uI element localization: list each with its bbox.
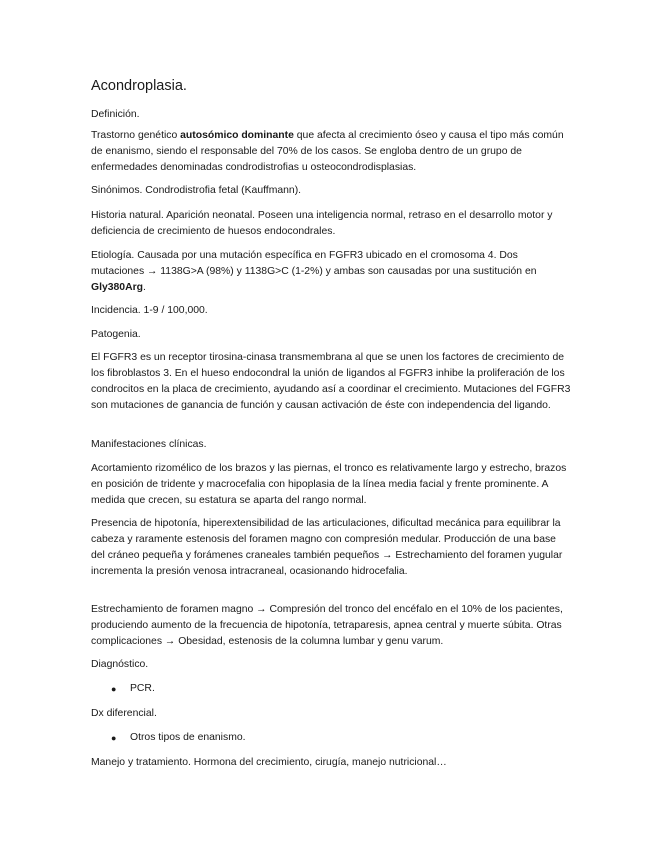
manifestaciones-paragraph-2: Presencia de hipotonía, hiperextensibilidad de las articulaciones, dificultad mecánica para equilibrar la cabeza y raramente estenosis del foramen magno con compresión medular. Producción de una base del cráneo pequeña y forámenes craneales también pequeños → Estrechamiento del foramen yugular incrementa la presión venosa intracraneal, ocasionando hidrocefalia. xyxy=(91,518,563,577)
definicion-paragraph xyxy=(91,128,571,176)
document-title: Acondroplasia. xyxy=(91,78,187,94)
bullet-icon: ● xyxy=(111,733,117,743)
etiologia-paragraph xyxy=(91,248,571,296)
diagnostico-item: PCR. xyxy=(130,683,155,694)
etiologia-text-pre: Etiología. Causada por una mutación específica en FGFR3 ubicado en el cromosoma 4. Dos mutaciones → 1138G>A (98%) y 1138G>C (1-2%) y ambas son causadas por una sustitución en xyxy=(91,250,537,277)
etiologia-text-post: . xyxy=(142,282,146,293)
definicion-heading: Definición. xyxy=(91,109,140,120)
manejo-paragraph: Manejo y tratamiento. Hormona del crecimiento, cirugía, manejo nutricional… xyxy=(91,757,447,768)
definicion-text-bold: autosómico dominante xyxy=(180,130,294,141)
incidencia-paragraph: Incidencia. 1-9 / 100,000. xyxy=(91,305,208,316)
definicion-text-pre: Trastorno genético xyxy=(91,130,181,141)
manifestaciones-paragraph-1: Acortamiento rizomélico de los brazos y las piernas, el tronco es relativamente largo y estrecho, brazos en posición de tridente y macrocefalia con hipoplasia de la línea media facial y frente prominente. A medida que crecen, su estatura se aparta del rango normal. xyxy=(91,463,567,506)
definicion-text-post: que afecta al crecimiento óseo y causa el tipo más común de enanismo, siendo el responsable del 70% de los casos. Se engloba dentro de un grupo de enfermedades denominadas condrodistrofias u osteocondrodisplasias. xyxy=(91,130,564,173)
dx-item: Otros tipos de enanismo. xyxy=(130,732,246,743)
manifestaciones-heading: Manifestaciones clínicas. xyxy=(91,439,207,450)
dx-diferencial-heading: Dx diferencial. xyxy=(91,708,157,719)
patogenia-heading: Patogenia. xyxy=(91,329,141,340)
diagnostico-heading: Diagnóstico. xyxy=(91,659,149,670)
historia-paragraph: Historia natural. Aparición neonatal. Poseen una inteligencia normal, retraso en el desarrollo motor y deficiencia de crecimiento de huesos endocondrales. xyxy=(91,210,553,237)
patogenia-paragraph: El FGFR3 es un receptor tirosina-cinasa transmembrana al que se unen los factores de crecimiento de los fibroblastos 3. En el hueso endocondral la unión de ligandos al FGFR3 inhibe la proliferación de los condrocitos en la placa de crecimiento, ayudando así a coordinar el crecimiento. Mutaciones del FGFR3 son mutaciones de ganancia de función y causan activación de éste con independencia del ligando. xyxy=(91,352,571,411)
sinonimos-paragraph: Sinónimos. Condrodistrofia fetal (Kauffmann). xyxy=(91,185,302,196)
manifestaciones-paragraph-3: Estrechamiento de foramen magno → Compresión del tronco del encéfalo en el 10% de los pacientes, produciendo aumento de la frecuencia de hipotonía, tetraparesis, apnea central y muerte súbita. Otras complicaciones → Obesidad, estenosis de la columna lumbar y genu varum. xyxy=(91,604,563,647)
bullet-icon: ● xyxy=(111,684,117,694)
etiologia-text-bold: Gly380Arg xyxy=(91,282,143,293)
